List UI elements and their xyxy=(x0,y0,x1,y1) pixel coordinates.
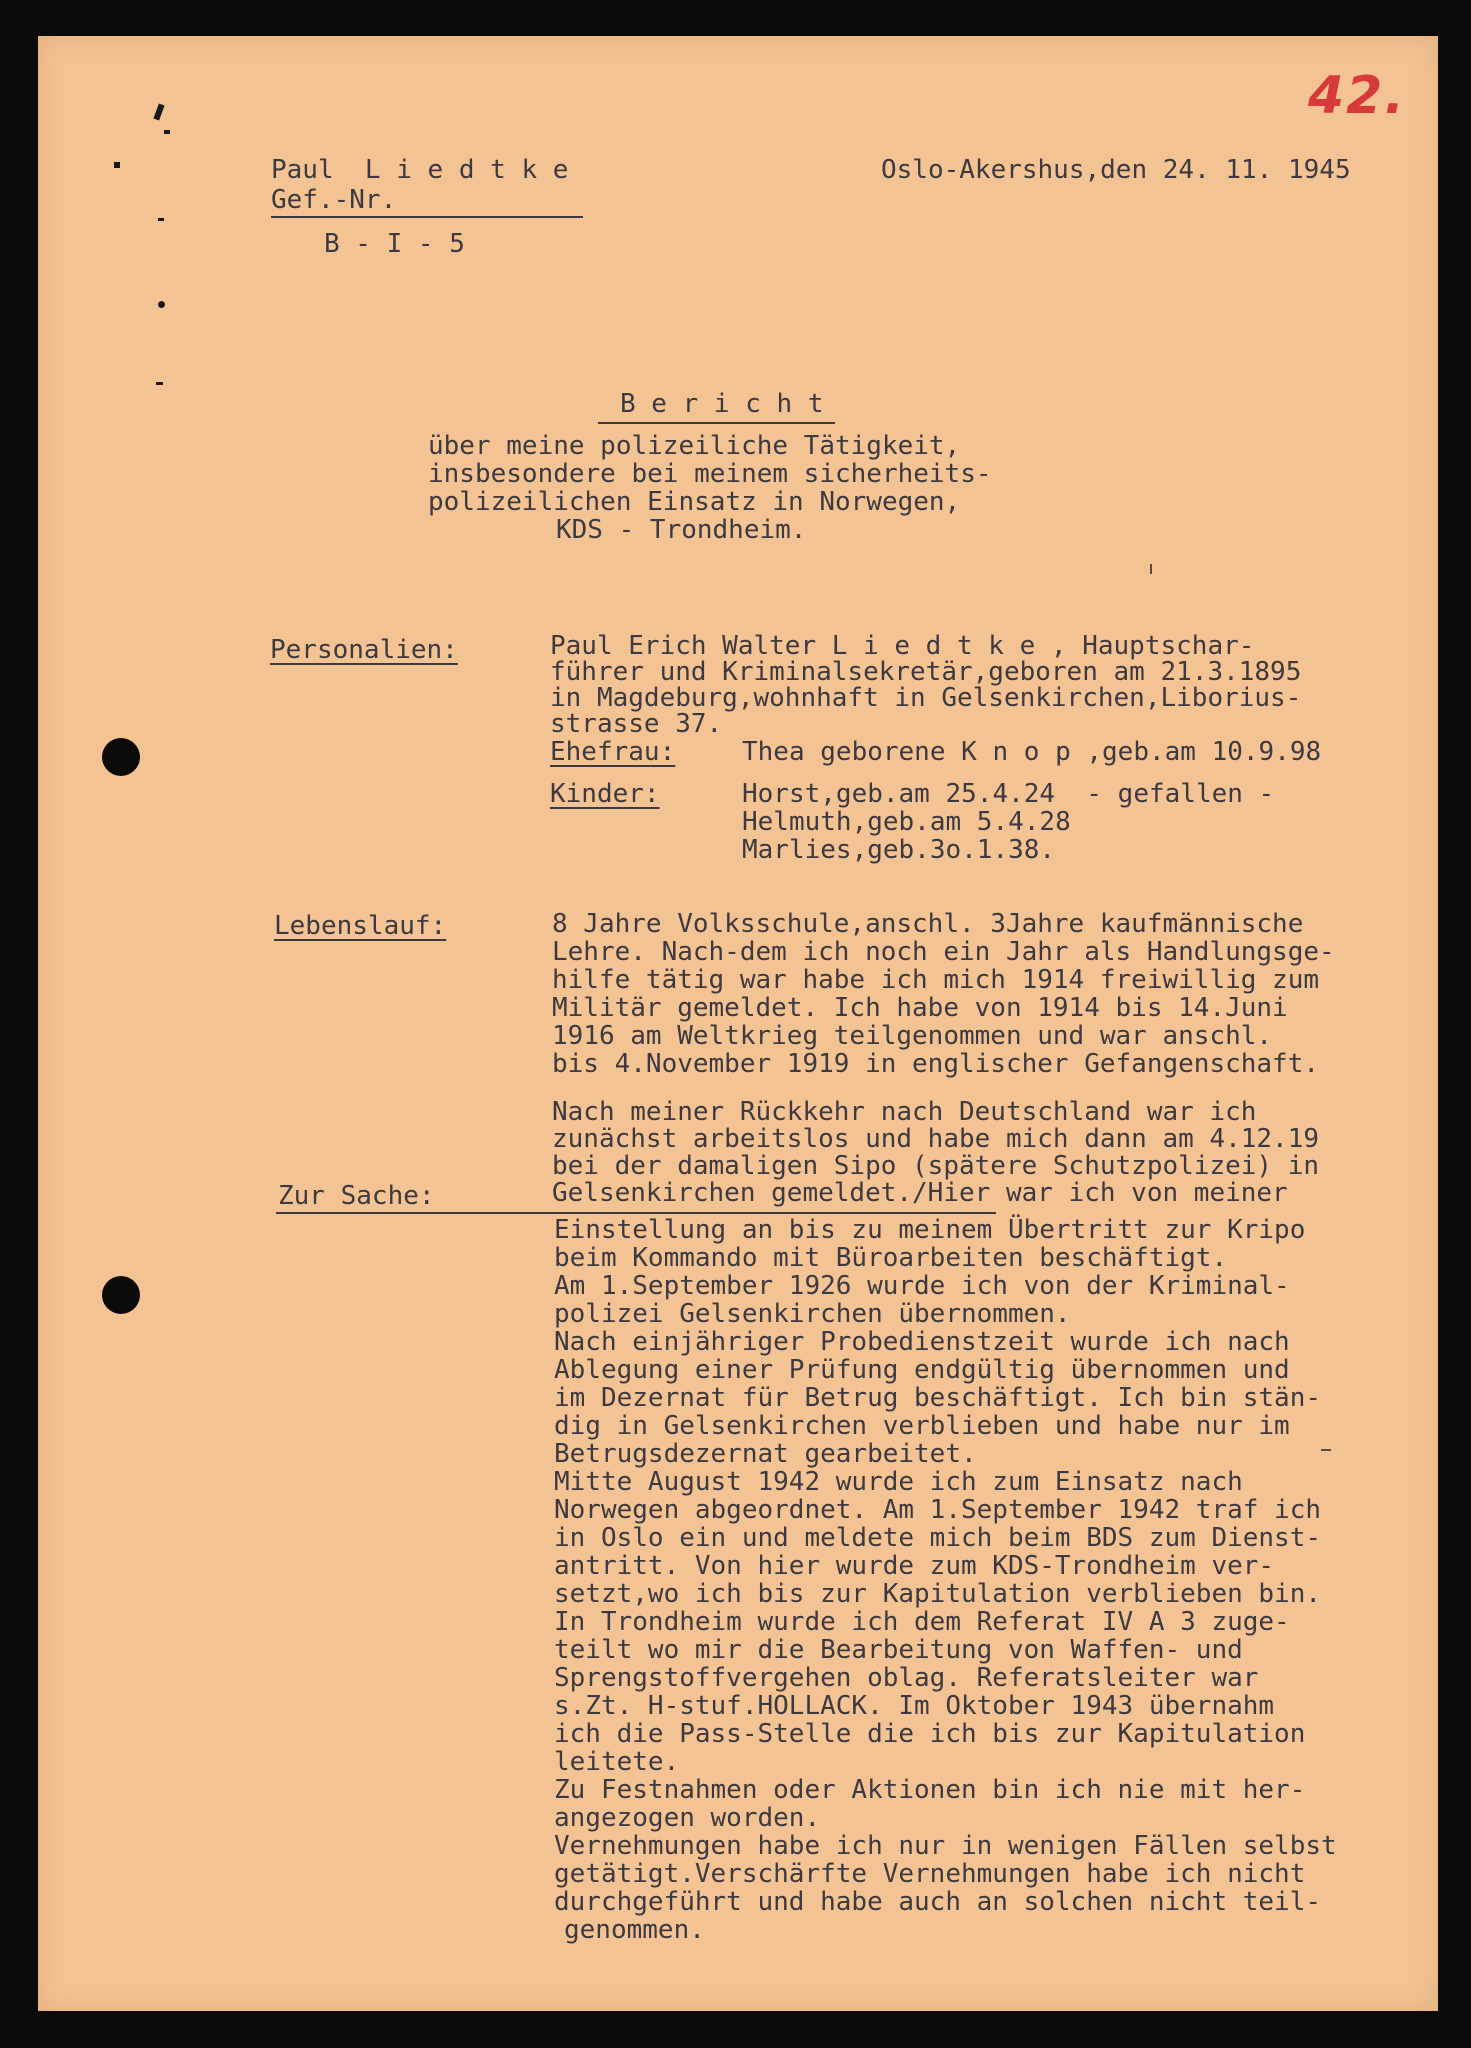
zur-sache-line: angezogen worden. xyxy=(554,1803,821,1833)
folio-number: 42. xyxy=(1308,66,1407,126)
zur-sache-rule xyxy=(276,1212,996,1214)
zur-sache-line: polizei Gelsenkirchen übernommen. xyxy=(554,1299,1071,1329)
lebenslauf-line: Militär gemeldet. Ich habe von 1914 bis 14.Juni xyxy=(552,993,1288,1023)
header-rule xyxy=(271,216,583,218)
zur-sache-line: bei der damaligen Sipo (spätere Schutzpolizei) in xyxy=(552,1151,1320,1181)
lebenslauf-line: 1916 am Weltkrieg teilgenommen und war anschl. xyxy=(552,1021,1273,1051)
document-page xyxy=(38,36,1438,2011)
heading-underline xyxy=(598,422,835,424)
stray-mark xyxy=(1150,564,1152,574)
zur-sache-line: In Trondheim wurde ich dem Referat IV A 3 zuge- xyxy=(554,1607,1290,1637)
zur-sache-line: Vernehmungen habe ich nur in wenigen Fällen selbst xyxy=(554,1831,1337,1861)
margin-mark xyxy=(156,382,163,385)
lebenslauf-line: hilfe tätig war habe ich mich 1914 freiwillig zum xyxy=(552,965,1320,995)
kind-entry: Marlies,geb.3o.1.38. xyxy=(742,835,1056,865)
zur-sache-line: im Dezernat für Betrug beschäftigt. Ich bin stän- xyxy=(554,1383,1322,1413)
kinder-label: Kinder: xyxy=(550,779,660,809)
zur-sache-line: antritt. Von hier wurde zum KDS-Trondheim ver- xyxy=(554,1551,1275,1581)
zur-sache-line: leitete. xyxy=(554,1747,680,1777)
personalien-line: führer und Kriminalsekretär,geboren am 21.3.1895 xyxy=(550,657,1302,687)
zur-sache-label: Zur Sache: xyxy=(278,1181,435,1211)
lebenslauf-line: Lehre. Nach-dem ich noch ein Jahr als Handlungsge- xyxy=(552,937,1335,967)
punch-hole-lower xyxy=(102,1276,140,1314)
ehefrau-value: Thea geborene K n o p ,geb.am 10.9.98 xyxy=(742,737,1322,767)
personalien-label: Personalien: xyxy=(270,635,458,665)
zur-sache-line: getätigt.Verschärfte Vernehmungen habe ich nicht xyxy=(554,1859,1306,1889)
personalien-line: in Magdeburg,wohnhaft in Gelsenkirchen,Liborius- xyxy=(550,683,1302,713)
margin-mark xyxy=(164,130,170,134)
zur-sache-line: Am 1.September 1926 wurde ich von der Kriminal- xyxy=(554,1271,1290,1301)
zur-sache-line: Mitte August 1942 wurde ich zum Einsatz nach xyxy=(554,1467,1243,1497)
zur-sache-line: Nach meiner Rückkehr nach Deutschland war ich xyxy=(552,1097,1257,1127)
zur-sache-line: Einstellung an bis zu meinem Übertritt zur Kripo xyxy=(554,1215,1306,1245)
personalien-line: Paul Erich Walter L i e d t k e , Hauptschar- xyxy=(550,631,1255,661)
zur-sache-line: setzt,wo ich bis zur Kapitulation verblieben bin. xyxy=(554,1579,1322,1609)
zur-sache-line: teilt wo mir die Bearbeitung von Waffen- und xyxy=(554,1635,1243,1665)
stray-mark xyxy=(1321,1449,1331,1451)
margin-mark xyxy=(153,103,164,120)
punch-hole-upper xyxy=(102,738,140,776)
zur-sache-line: ich die Pass-Stelle die ich bis zur Kapitulation xyxy=(554,1719,1306,1749)
author-name: Paul L i e d t k e xyxy=(271,155,569,185)
margin-mark xyxy=(158,218,164,221)
subtitle-line: polizeilichen Einsatz in Norwegen, xyxy=(428,487,961,517)
zur-sache-line: Gelsenkirchen gemeldet./Hier war ich von meiner xyxy=(552,1178,1288,1208)
prisoner-number-label: Gef.-Nr. xyxy=(271,185,397,215)
zur-sache-line: Norwegen abgeordnet. Am 1.September 1942 traf ich xyxy=(554,1495,1322,1525)
zur-sache-line: Ablegung einer Prüfung endgültig übernommen und xyxy=(554,1355,1290,1385)
subtitle-line: KDS - Trondheim. xyxy=(556,515,807,545)
zur-sache-line: Zu Festnahmen oder Aktionen bin ich nie mit her- xyxy=(554,1775,1306,1805)
kind-entry: Helmuth,geb.am 5.4.28 xyxy=(742,807,1071,837)
ehefrau-label: Ehefrau: xyxy=(550,737,676,767)
zur-sache-line: s.Zt. H-stuf.HOLLACK. Im Oktober 1943 übernahm xyxy=(554,1691,1275,1721)
lebenslauf-line: bis 4.November 1919 in englischer Gefangenschaft. xyxy=(552,1049,1320,1079)
cell-code: B - I - 5 xyxy=(324,229,465,259)
subtitle-line: über meine polizeiliche Tätigkeit, xyxy=(428,431,961,461)
zur-sache-line: genommen. xyxy=(564,1915,705,1945)
lebenslauf-label: Lebenslauf: xyxy=(274,911,447,941)
margin-mark xyxy=(158,301,165,308)
place-date: Oslo-Akershus,den 24. 11. 1945 xyxy=(881,155,1351,185)
personalien-line: strasse 37. xyxy=(550,709,723,739)
zur-sache-line: Nach einjähriger Probedienstzeit wurde ich nach xyxy=(554,1327,1290,1357)
zur-sache-line: durchgeführt und habe auch an solchen nicht teil- xyxy=(554,1887,1322,1917)
report-heading: B e r i c h t xyxy=(620,389,824,419)
lebenslauf-line: 8 Jahre Volksschule,anschl. 3Jahre kaufmännische xyxy=(552,909,1304,939)
subtitle-line: insbesondere bei meinem sicherheits- xyxy=(428,459,992,489)
zur-sache-line: dig in Gelsenkirchen verblieben und habe nur im xyxy=(554,1411,1290,1441)
zur-sache-line: Sprengstoffvergehen oblag. Referatsleiter war xyxy=(554,1663,1259,1693)
zur-sache-line: beim Kommando mit Büroarbeiten beschäftigt. xyxy=(554,1243,1228,1273)
margin-mark xyxy=(114,162,120,168)
zur-sache-line: in Oslo ein und meldete mich beim BDS zum Dienst- xyxy=(554,1523,1322,1553)
zur-sache-line: Betrugsdezernat gearbeitet. xyxy=(554,1439,977,1469)
kind-entry: Horst,geb.am 25.4.24 - gefallen - xyxy=(742,779,1275,809)
zur-sache-line: zunächst arbeitslos und habe mich dann am 4.12.19 xyxy=(552,1124,1320,1154)
